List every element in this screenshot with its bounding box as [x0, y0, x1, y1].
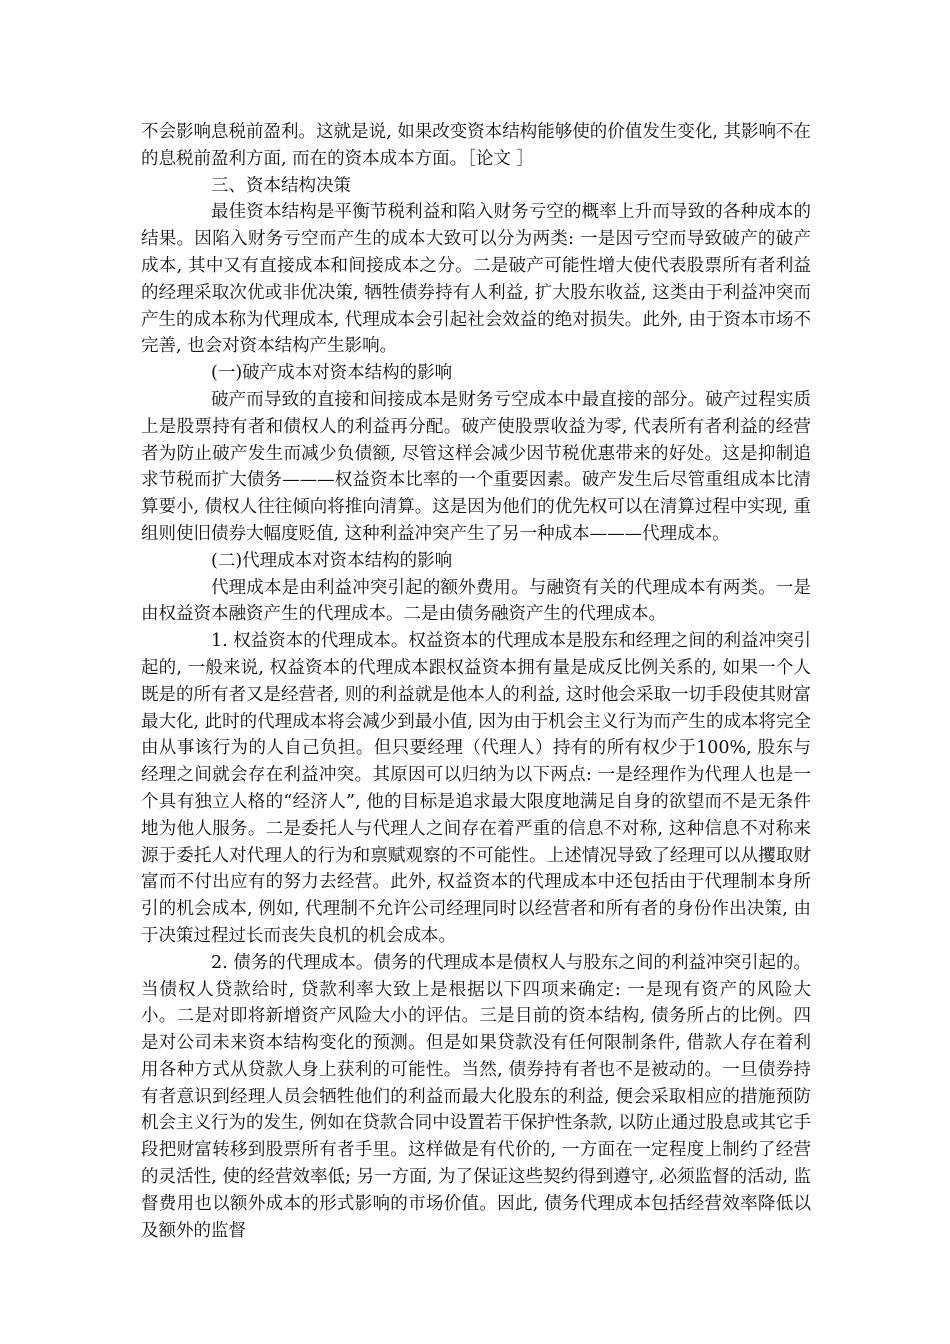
document-page — [141, 119, 811, 1244]
paragraph-bankruptcy-cost: 破产而导致的直接和间接成本是财务亏空成本中最直接的部分。破产过程实质上是股票持有者和债权人的利益再分配。破产使股票收益为零, 代表所有者利益的经营者为防止破产发生而减少负债额, 尽管这样会减少因节税优惠带来的好处。这是抑制追求节税而扩大债务———权益资本比率的一个重要因素。破产发生后尽管重组成本比清算要小, 债权人往往倾向将推向清算。这是因为他们的优先权可以在清算过程中实现, 重组则使旧债券大幅度贬值, 这种利益冲突产生了另一种成本———代理成本。 — [141, 389, 811, 544]
subheading-bankruptcy-cost: (一)破产成本对资本结构的影响 — [211, 363, 453, 384]
subheading-agency-cost: (二)代理成本对资本结构的影响 — [211, 550, 453, 571]
paragraph-agency-cost-intro: 代理成本是由利益冲突引起的额外费用。与融资有关的代理成本有两类。一是由权益资本融资产生的代理成本。二是由债务融资产生的代理成本。 — [141, 577, 811, 625]
paragraph-continued: 不会影响息税前盈利。这就是说, 如果改变资本结构能够使的价值发生变化, 其影响不在的息税前盈利方面, 而在的资本成本方面。［论文 ］ — [141, 122, 811, 169]
paragraph-optimal-structure: 最佳资本结构是平衡节税利益和陷入财务亏空的概率上升而导致的各种成本的结果。因陷入财务亏空而产生的成本大致可以分为两类: 一是因亏空而导致破产的破产成本, 其中又有直接成本和间接成本之分。二是破产可能性增大使代表股票所有者利益的经理采取次优或非优决策, 牺牲债券持有人利益, 扩大股东收益, 这类由于利益冲突而产生的成本称为代理成本, 代理成本会引起社会效益的绝对损失。此外, 由于资本市场不完善, 也会对资本结构产生影响。 — [141, 202, 811, 357]
section-heading-capital-structure-decision: 三、资本结构决策 — [211, 175, 351, 196]
paragraph-equity-agency-cost: 1. 权益资本的代理成本。权益资本的代理成本是股东和经理之间的利益冲突引起的, 一般来说, 权益资本的代理成本跟权益资本拥有量是成反比例关系的, 如果一个人既是的所有者又是经营者, 则的利益就是他本人的利益, 这时他会采取一切手段使其财富最大化, 此时的代理成本将会减少到最小值, 因为由于机会主义行为而产生的成本将完全由从事该行为的人自己负担。但只要经理（代理人）持有的所有权少于100%, 股东与经理之间就会存在利益冲突。其原因可以归纳为以下两点: 一是经理作为代理人也是一个具有独立人格的“经济人”, 他的目标是追求最大限度地满足自身的欲望而不是无条件地为他人服务。二是委托人与代理人之间存在着严重的信息不对称, 这种信息不对称来源于委托人对代理人的行为和禀赋观察的不可能性。上述情况导致了经理可以从攫取财富而不付出应有的努力去经营。此外, 权益资本的代理成本中还包括由于代理制本身所引的机会成本, 例如, 代理制不允许公司经理同时以经营者和所有者的身份作出决策, 由于决策过程过长而丧失良机的机会成本。 — [141, 631, 811, 946]
paragraph-debt-agency-cost: 2. 债务的代理成本。债务的代理成本是债权人与股东之间的利益冲突引起的。当债权人贷款给时, 贷款利率大致上是根据以下四项来确定: 一是现有资产的风险大小。二是对即将新增资产风险大小的评估。三是目前的资本结构, 债务所占的比例。四是对公司未来资本结构变化的预测。但是如果贷款没有任何限制条件, 借款人存在着利用各种方式从贷款人身上获利的可能性。当然, 债券持有者也不是被动的。一旦债券持有者意识到经理人员会牺牲他们的利益而最大化股东的利益, 便会采取相应的措施预防机会主义行为的发生, 例如在贷款合同中设置若干保护性条款, 以防止通过股息或其它手段把财富转移到股票所有者手里。这样做是有代价的, 一方面在一定程度上制约了经营的灵活性, 使的经营效率低; 另一方面, 为了保证这些契约得到遵守, 必须监督的活动, 监督费用也以额外成本的形式影响的市场价值。因此, 债务代理成本包括经营效率降低以及额外的监督 — [141, 952, 811, 1241]
